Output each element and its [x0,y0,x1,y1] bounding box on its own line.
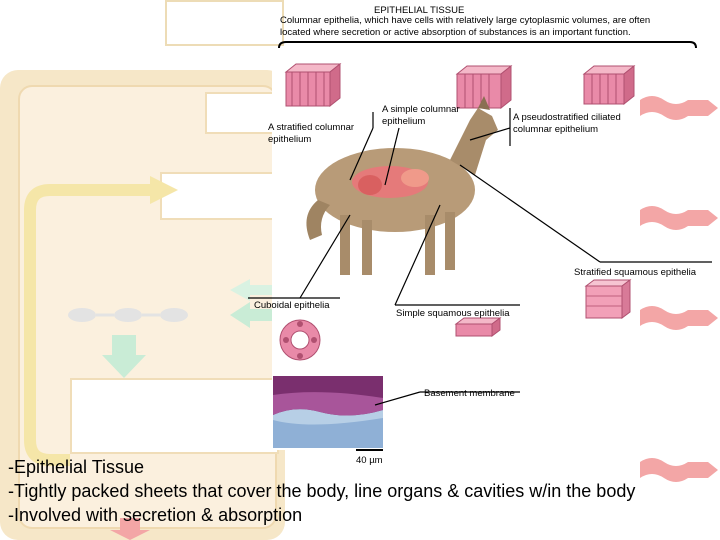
scale-bar-label: 40 µm [356,455,383,466]
label-pseudostratified: A pseudostratified ciliated columnar epithelium [513,112,621,135]
stratified-squamous-illustration [586,280,630,318]
label-stratified-squamous: Stratified squamous epithelia [574,267,696,278]
stratified-columnar-illustration [286,64,340,106]
figure-title: EPITHELIAL TISSUE [374,5,465,16]
micrograph [273,376,383,448]
figure-description: Columnar epithelia, which have cells with relatively large cytoplasmic volumes, are often located where secretion or active absorption of substances is an important function. [280,15,651,38]
cuboidal-illustration [280,320,320,360]
label-simple-squamous: Simple squamous epithelia [396,308,510,319]
pseudostratified-illustration [584,66,634,104]
label-basement-membrane: Basement membrane [424,388,515,399]
simple-squamous-illustration [456,318,500,336]
label-cuboidal: Cuboidal epithelia [254,300,330,311]
caption-line-2: -Tightly packed sheets that cover the body, line organs & cavities w/in the body [8,481,636,501]
caption-line-3: -Involved with secretion & absorption [8,505,303,525]
label-simple-columnar: A simple columnar epithelium [382,104,460,127]
caption-line-1: -Epithelial Tissue [8,457,145,477]
label-stratified-columnar: A stratified columnar epithelium [268,122,355,145]
